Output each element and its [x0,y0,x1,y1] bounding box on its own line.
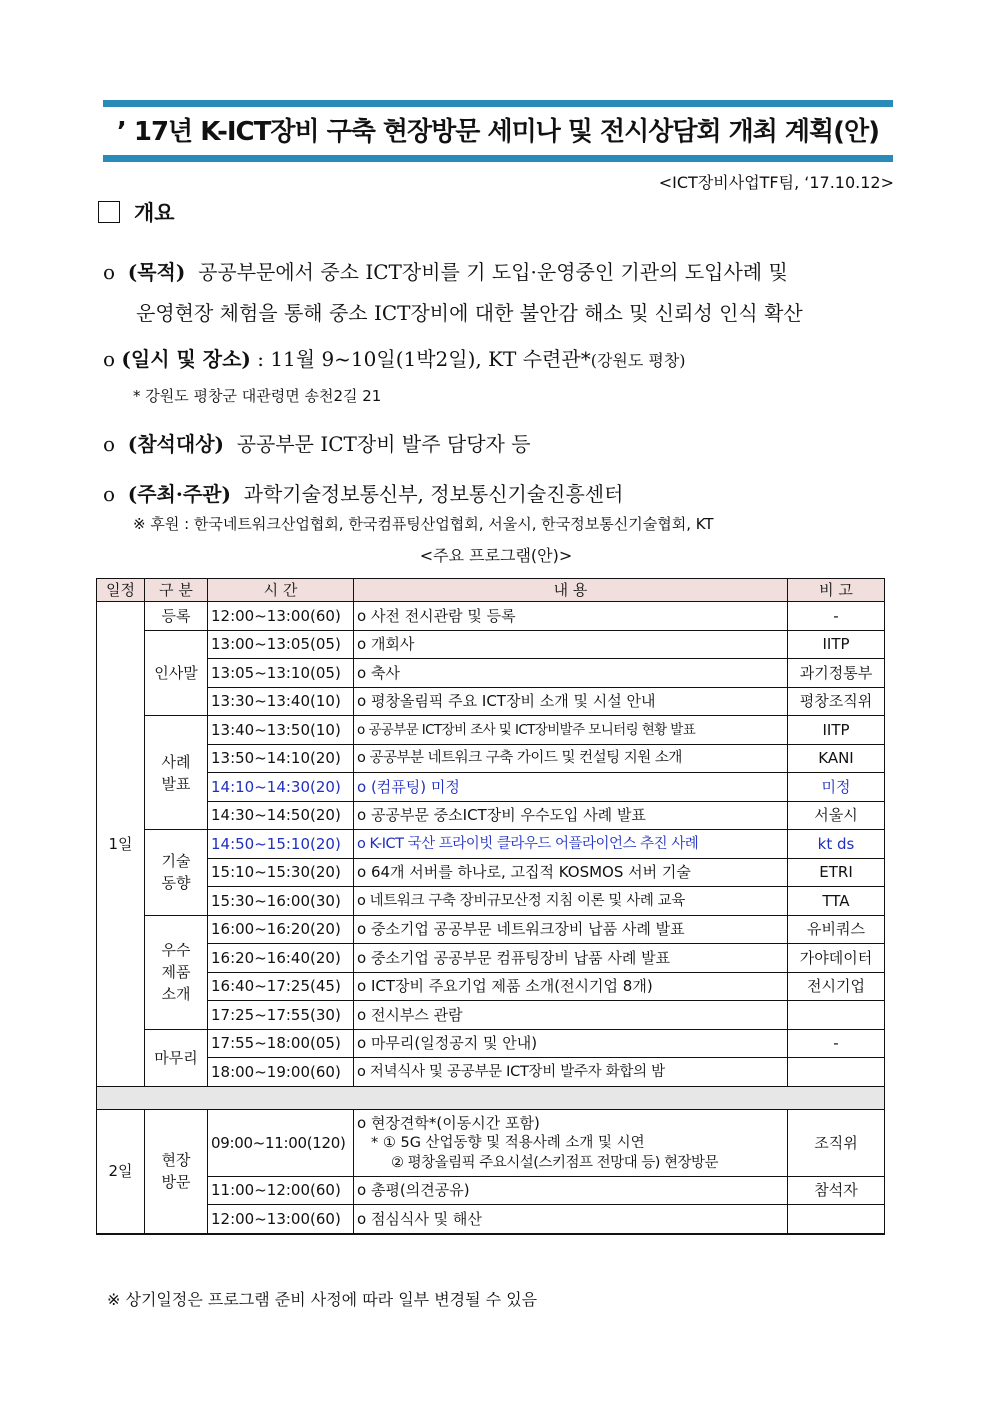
time-cell: 13:00~13:05(05) [208,630,354,659]
time-cell: 12:00~13:00(60) [208,1205,354,1234]
time-cell: 12:00~13:00(60) [208,602,354,631]
note-cell: 참석자 [788,1176,885,1205]
site-visit-item-1: * ① 5G 산업동향 및 적용사례 소개 및 시연 [371,1134,645,1151]
time-cell: 15:30~16:00(30) [208,887,354,916]
note-cell [788,1001,885,1030]
time-cell: 14:30~14:50(20) [208,801,354,830]
purpose-label: (목적) [127,260,186,284]
content-cell: o K-ICT 국산 프라이빗 클라우드 어플라이언스 추진 사례 [354,830,788,859]
table-row [97,1058,885,1087]
content-cell: o 네트워크 구축 장비규모산정 지침 이론 및 사례 교육 [354,887,788,916]
target-paragraph [103,428,531,457]
program-caption: <주요 프로그램(안)> [419,546,573,565]
content-cell: o ICT장비 주요기업 제품 소개(전시기업 8개) [354,972,788,1001]
time-cell: 13:40~13:50(10) [208,716,354,745]
note-cell: kt ds [788,830,885,859]
note-cell: IITP [788,630,885,659]
header-content: 내 용 [354,579,788,602]
table-row [97,630,885,659]
sponsor-note: ※ 후원 : 한국네트워크산업협회, 한국컴퓨팅산업협회, 서울시, 한국정보통신기술협회, KT [133,515,714,533]
time-cell: 17:25~17:55(30) [208,1001,354,1030]
schedule-paragraph [103,343,686,372]
note-cell: 평창조직위 [788,687,885,716]
bullet: o [103,260,116,284]
time-cell: 16:40~17:25(45) [208,972,354,1001]
group-tech-trends: 기술 동향 [145,830,208,916]
day-separator-row [97,1086,885,1109]
content-cell: o 점심식사 및 해산 [354,1205,788,1234]
table-row [97,1029,885,1058]
group-best-products: 우수 제품 소개 [145,915,208,1029]
schedule-label: (일시 및 장소) [121,347,251,371]
day2-cell: 2일 [97,1109,145,1234]
content-cell: o 중소기업 공공부문 네트워크장비 납품 사례 발표 [354,915,788,944]
purpose-line1: 공공부문에서 중소 ICT장비를 기 도입·운영중인 기관의 도입사례 및 [198,260,788,284]
time-cell: 13:30~13:40(10) [208,687,354,716]
table-header-row [97,579,885,602]
section-heading [98,197,175,227]
content-cell: o 공공부문 ICT장비 조사 및 ICT장비발주 모니터링 현황 발표 [354,716,788,745]
table-row [97,716,885,745]
address-note: * 강원도 평창군 대관령면 송천2길 21 [133,387,382,405]
table-row [97,887,885,916]
group-closing: 마무리 [145,1029,208,1086]
time-cell: 13:50~14:10(20) [208,744,354,773]
note-cell: IITP [788,716,885,745]
purpose-paragraph [103,252,903,334]
note-cell: - [788,602,885,631]
content-cell: o 총평(의견공유) [354,1176,788,1205]
table-row [97,602,885,631]
group-greeting: 인사말 [145,630,208,716]
site-visit-item-2: ② 평창올림픽 주요시설(스키점프 전망대 등) 현장방문 [391,1154,719,1171]
title-bottom-bar [103,155,893,162]
host-paragraph [103,478,623,507]
note-cell: 유비쿼스 [788,915,885,944]
table-row [97,801,885,830]
title-top-bar [103,100,893,107]
table-row [97,773,885,802]
table-row [97,1001,885,1030]
header-day: 일정 [97,579,145,602]
footer-note: ※ 상기일정은 프로그램 준비 사정에 따라 일부 변경될 수 있음 [107,1290,538,1309]
time-cell: 14:50~15:10(20) [208,830,354,859]
note-cell: ETRI [788,858,885,887]
time-cell: 09:00~11:00(120) [208,1109,354,1176]
header-category: 구 분 [145,579,208,602]
program-table [96,578,885,1235]
time-cell: 16:20~16:40(20) [208,944,354,973]
group-case-presentation: 사례 발표 [145,716,208,830]
schedule-location: (강원도 평창) [590,351,686,370]
note-cell: 전시기업 [788,972,885,1001]
content-cell: o 전시부스 관람 [354,1001,788,1030]
time-cell: 11:00~12:00(60) [208,1176,354,1205]
host-text: 과학기술정보통신부, 정보통신기술진흥센터 [243,482,624,506]
note-cell: 가야데이터 [788,944,885,973]
table-row [97,687,885,716]
note-cell: TTA [788,887,885,916]
time-cell: 13:05~13:10(05) [208,659,354,688]
site-visit-title: o 현장견학*(이동시간 포함) [357,1113,540,1132]
table-row [97,659,885,688]
table-row [97,858,885,887]
header-time: 시 간 [208,579,354,602]
group-site-visit: 현장 방문 [145,1109,208,1234]
document-title: ’ 17년 K-ICT장비 구축 현장방문 세미나 및 전시상담회 개최 계획(안) [116,117,880,147]
note-cell: KANI [788,744,885,773]
schedule-text: : 11월 9~10일(1박2일), KT 수련관* [257,347,591,371]
content-cell: o 공공부문 중소ICT장비 우수도입 사례 발표 [354,801,788,830]
content-cell: o 축사 [354,659,788,688]
note-cell: 서울시 [788,801,885,830]
content-cell: o (컴퓨팅) 미정 [354,773,788,802]
note-cell [788,1058,885,1087]
bullet: o [103,482,116,506]
section-label: 개요 [134,201,175,225]
table-row [97,1109,885,1176]
note-cell: 미정 [788,773,885,802]
group-registration: 등록 [145,602,208,631]
content-cell: o 64개 서버를 하나로, 고집적 KOSMOS 서버 기술 [354,858,788,887]
bullet: o [103,347,116,371]
table-row [97,944,885,973]
content-cell: o 개회사 [354,630,788,659]
table-row [97,1205,885,1234]
content-cell [354,1109,788,1176]
host-label: (주최·주관) [127,482,231,506]
note-cell [788,1205,885,1234]
content-cell: o 중소기업 공공부문 컴퓨팅장비 납품 사례 발표 [354,944,788,973]
target-text: 공공부문 ICT장비 발주 담당자 등 [236,432,531,456]
header-note: 비 고 [788,579,885,602]
table-row [97,744,885,773]
table-row [97,915,885,944]
separator-cell [97,1086,885,1109]
note-cell: 과기정통부 [788,659,885,688]
bullet: o [103,432,116,456]
time-cell: 16:00~16:20(20) [208,915,354,944]
content-cell: o 저녁식사 및 공공부문 ICT장비 발주자 화합의 밤 [354,1058,788,1087]
content-cell: o 평창올림픽 주요 ICT장비 소개 및 시설 안내 [354,687,788,716]
content-cell: o 공공부분 네트워크 구축 가이드 및 컨설팅 지원 소개 [354,744,788,773]
target-label: (참석대상) [127,432,224,456]
table-row [97,830,885,859]
note-cell: 조직위 [788,1109,885,1176]
day1-cell: 1일 [97,602,145,1087]
purpose-line2: 운영현장 체험을 통해 중소 ICT장비에 대한 불안감 해소 및 신뢰성 인식 확산 [136,301,803,325]
time-cell: 17:55~18:00(05) [208,1029,354,1058]
time-cell: 15:10~15:30(20) [208,858,354,887]
time-cell: 14:10~14:30(20) [208,773,354,802]
time-cell: 18:00~19:00(60) [208,1058,354,1087]
department-date: <ICT장비사업TF팀, ‘17.10.12> [658,173,894,192]
content-cell: o 마무리(일정공지 및 안내) [354,1029,788,1058]
note-cell: - [788,1029,885,1058]
table-row [97,1176,885,1205]
table-row [97,972,885,1001]
content-cell: o 사전 전시관람 및 등록 [354,602,788,631]
checkbox-square-icon [98,201,120,223]
